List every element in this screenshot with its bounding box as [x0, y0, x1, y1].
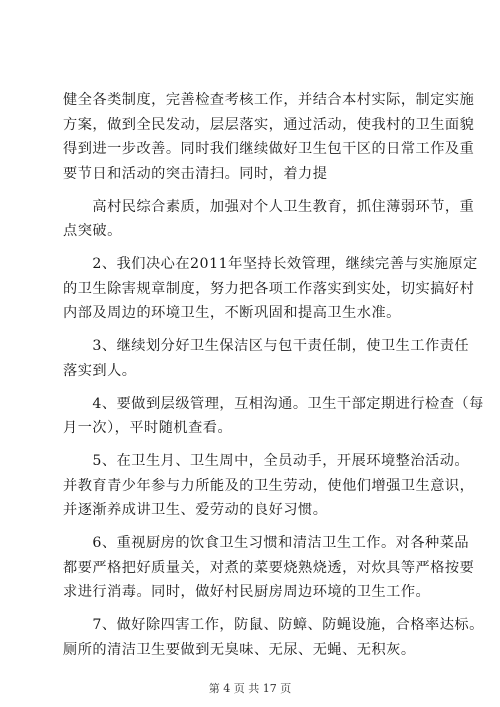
text-line: 要节日和活动的突击清扫。同时，着力提 — [63, 165, 328, 182]
text-line: 内部及周边的环境卫生，不断巩固和提高卫生水准。 — [63, 305, 401, 321]
text-line: 并逐渐养成讲卫生、爱劳动的良好习惯。 — [63, 502, 328, 518]
text-line: 落实到人。 — [63, 362, 137, 379]
text-line: 得到进一步改善。同时我们继续做好卫生包干区的日常工作及重 — [63, 141, 475, 157]
paragraph-2 — [63, 195, 475, 244]
paragraph-4 — [63, 334, 470, 383]
paragraph-8 — [63, 613, 484, 662]
text-line: 月一次），平时随机查看。 — [63, 420, 233, 436]
text-line: 健全各类制度，完善检查考核工作，并结合本村实际，制定实施 — [63, 92, 475, 108]
text-line: 高村民综合素质，加强对个人卫生教育，抓住薄弱环节，重 — [63, 198, 475, 215]
paragraph-6 — [63, 449, 475, 523]
paragraph-7 — [63, 531, 475, 605]
text-line: 方案，做到全民发动，层层落实，通过活动，使我村的卫生面貌 — [63, 116, 475, 133]
text-line: 5、在卫生月、卫生周中，全员动手，开展环境整治活动。 — [63, 453, 470, 469]
text-line: 都要严格把好质量关，对煮的菜要烧熟烧透，对炊具等严格按要 — [63, 559, 475, 576]
text-line: 6、重视厨房的饮食卫生习惯和清洁卫生工作。对各种菜品 — [63, 535, 470, 551]
page-number-footer: 第 4 页 共 17 页 — [208, 682, 292, 695]
text-line: 厕所的清洁卫生要做到无臭味、无尿、无蝇、无积灰。 — [63, 641, 416, 658]
text-line: 7、做好除四害工作，防鼠、防蟑、防蝇设施，合格率达标。 — [63, 617, 484, 633]
text-line: 点突破。 — [63, 223, 122, 239]
text-line: 求进行消毒。同时，做好村民厨房周边环境的卫生工作。 — [63, 584, 431, 600]
text-line: 3、继续划分好卫生保洁区与包干责任制，使卫生工作责任 — [63, 338, 470, 354]
document-body — [63, 88, 484, 662]
text-line: 并教育青少年参与力所能及的卫生劳动，使他们增强卫生意识， — [63, 477, 475, 494]
paragraph-5 — [63, 392, 484, 441]
text-line: 的卫生除害规章制度，努力把各项工作落实到实处，切实搞好村 — [63, 280, 475, 297]
paragraph-1 — [63, 88, 475, 186]
text-line: 4、要做到层级管理，互相沟通。卫生干部定期进行检查（每 — [63, 395, 484, 412]
paragraph-3 — [63, 252, 478, 326]
text-line: 2、我们决心在2011年坚持长效管理，继续完善与实施原定 — [63, 256, 478, 272]
